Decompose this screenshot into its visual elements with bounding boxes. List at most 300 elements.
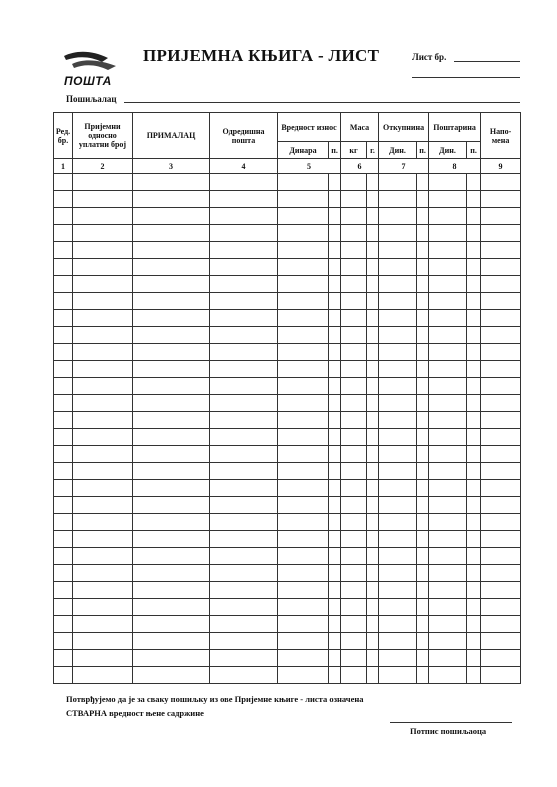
- table-cell[interactable]: [329, 378, 341, 395]
- table-cell[interactable]: [481, 276, 521, 293]
- table-cell[interactable]: [210, 565, 278, 582]
- table-cell[interactable]: [210, 616, 278, 633]
- table-cell[interactable]: [329, 429, 341, 446]
- table-cell[interactable]: [417, 327, 429, 344]
- table-cell[interactable]: [379, 446, 417, 463]
- table-cell[interactable]: [481, 582, 521, 599]
- table-cell[interactable]: [73, 650, 133, 667]
- table-cell[interactable]: [278, 259, 329, 276]
- table-cell[interactable]: [367, 310, 379, 327]
- table-cell[interactable]: [133, 174, 210, 191]
- table-cell[interactable]: [54, 276, 73, 293]
- table-cell[interactable]: [210, 412, 278, 429]
- table-cell[interactable]: [379, 531, 417, 548]
- table-cell[interactable]: [367, 361, 379, 378]
- table-cell[interactable]: [341, 293, 367, 310]
- table-cell[interactable]: [367, 463, 379, 480]
- table-cell[interactable]: [54, 616, 73, 633]
- table-cell[interactable]: [341, 548, 367, 565]
- table-cell[interactable]: [429, 412, 467, 429]
- table-cell[interactable]: [367, 259, 379, 276]
- table-cell[interactable]: [54, 293, 73, 310]
- table-cell[interactable]: [278, 599, 329, 616]
- table-cell[interactable]: [379, 225, 417, 242]
- table-cell[interactable]: [341, 225, 367, 242]
- table-cell[interactable]: [329, 599, 341, 616]
- table-cell[interactable]: [329, 310, 341, 327]
- table-cell[interactable]: [329, 361, 341, 378]
- table-cell[interactable]: [278, 514, 329, 531]
- table-cell[interactable]: [210, 225, 278, 242]
- table-cell[interactable]: [73, 276, 133, 293]
- table-cell[interactable]: [73, 463, 133, 480]
- table-cell[interactable]: [417, 667, 429, 684]
- table-cell[interactable]: [329, 208, 341, 225]
- table-cell[interactable]: [379, 429, 417, 446]
- table-cell[interactable]: [210, 259, 278, 276]
- table-cell[interactable]: [467, 208, 481, 225]
- table-cell[interactable]: [54, 633, 73, 650]
- table-cell[interactable]: [379, 327, 417, 344]
- table-cell[interactable]: [481, 191, 521, 208]
- table-cell[interactable]: [417, 412, 429, 429]
- table-cell[interactable]: [133, 378, 210, 395]
- table-cell[interactable]: [481, 412, 521, 429]
- table-cell[interactable]: [73, 480, 133, 497]
- table-cell[interactable]: [210, 497, 278, 514]
- table-cell[interactable]: [467, 276, 481, 293]
- table-cell[interactable]: [341, 565, 367, 582]
- table-cell[interactable]: [467, 412, 481, 429]
- table-cell[interactable]: [417, 599, 429, 616]
- table-cell[interactable]: [417, 361, 429, 378]
- table-cell[interactable]: [73, 633, 133, 650]
- table-cell[interactable]: [73, 429, 133, 446]
- table-cell[interactable]: [133, 497, 210, 514]
- table-cell[interactable]: [429, 446, 467, 463]
- table-cell[interactable]: [467, 225, 481, 242]
- table-cell[interactable]: [133, 548, 210, 565]
- table-cell[interactable]: [73, 293, 133, 310]
- table-cell[interactable]: [467, 259, 481, 276]
- table-cell[interactable]: [278, 293, 329, 310]
- table-cell[interactable]: [429, 276, 467, 293]
- table-cell[interactable]: [278, 497, 329, 514]
- table-cell[interactable]: [278, 531, 329, 548]
- table-cell[interactable]: [210, 633, 278, 650]
- table-cell[interactable]: [429, 242, 467, 259]
- table-cell[interactable]: [341, 480, 367, 497]
- table-cell[interactable]: [341, 310, 367, 327]
- table-cell[interactable]: [467, 497, 481, 514]
- table-cell[interactable]: [341, 650, 367, 667]
- table-cell[interactable]: [467, 548, 481, 565]
- table-cell[interactable]: [417, 480, 429, 497]
- table-cell[interactable]: [429, 259, 467, 276]
- table-cell[interactable]: [73, 412, 133, 429]
- table-cell[interactable]: [379, 259, 417, 276]
- table-cell[interactable]: [54, 344, 73, 361]
- table-cell[interactable]: [54, 429, 73, 446]
- table-cell[interactable]: [341, 446, 367, 463]
- table-cell[interactable]: [429, 463, 467, 480]
- table-cell[interactable]: [210, 514, 278, 531]
- table-cell[interactable]: [133, 429, 210, 446]
- table-cell[interactable]: [54, 463, 73, 480]
- table-cell[interactable]: [379, 548, 417, 565]
- table-cell[interactable]: [417, 633, 429, 650]
- table-cell[interactable]: [341, 582, 367, 599]
- table-cell[interactable]: [54, 327, 73, 344]
- table-cell[interactable]: [367, 667, 379, 684]
- table-cell[interactable]: [73, 174, 133, 191]
- table-cell[interactable]: [329, 242, 341, 259]
- table-cell[interactable]: [481, 514, 521, 531]
- table-cell[interactable]: [481, 650, 521, 667]
- table-cell[interactable]: [429, 565, 467, 582]
- table-cell[interactable]: [429, 599, 467, 616]
- table-cell[interactable]: [133, 531, 210, 548]
- table-cell[interactable]: [379, 514, 417, 531]
- table-cell[interactable]: [379, 395, 417, 412]
- table-cell[interactable]: [329, 174, 341, 191]
- table-cell[interactable]: [429, 514, 467, 531]
- table-cell[interactable]: [133, 327, 210, 344]
- table-cell[interactable]: [481, 633, 521, 650]
- table-cell[interactable]: [481, 446, 521, 463]
- table-cell[interactable]: [278, 582, 329, 599]
- table-cell[interactable]: [54, 548, 73, 565]
- table-cell[interactable]: [379, 599, 417, 616]
- sheet-number-field[interactable]: [454, 61, 520, 62]
- table-cell[interactable]: [417, 310, 429, 327]
- table-cell[interactable]: [210, 293, 278, 310]
- table-cell[interactable]: [481, 361, 521, 378]
- table-cell[interactable]: [210, 599, 278, 616]
- table-cell[interactable]: [278, 395, 329, 412]
- table-cell[interactable]: [278, 412, 329, 429]
- table-cell[interactable]: [210, 480, 278, 497]
- table-cell[interactable]: [367, 191, 379, 208]
- table-cell[interactable]: [379, 276, 417, 293]
- table-cell[interactable]: [481, 429, 521, 446]
- table-cell[interactable]: [73, 191, 133, 208]
- table-cell[interactable]: [341, 327, 367, 344]
- table-cell[interactable]: [329, 412, 341, 429]
- table-cell[interactable]: [481, 463, 521, 480]
- table-cell[interactable]: [210, 463, 278, 480]
- table-cell[interactable]: [367, 565, 379, 582]
- table-cell[interactable]: [467, 514, 481, 531]
- table-cell[interactable]: [73, 344, 133, 361]
- table-cell[interactable]: [133, 633, 210, 650]
- table-cell[interactable]: [379, 463, 417, 480]
- table-cell[interactable]: [278, 276, 329, 293]
- table-cell[interactable]: [367, 650, 379, 667]
- table-cell[interactable]: [341, 259, 367, 276]
- table-cell[interactable]: [329, 514, 341, 531]
- table-cell[interactable]: [73, 361, 133, 378]
- table-cell[interactable]: [54, 225, 73, 242]
- table-cell[interactable]: [54, 412, 73, 429]
- table-cell[interactable]: [73, 582, 133, 599]
- table-cell[interactable]: [467, 310, 481, 327]
- table-cell[interactable]: [379, 293, 417, 310]
- table-cell[interactable]: [367, 633, 379, 650]
- table-cell[interactable]: [133, 344, 210, 361]
- table-cell[interactable]: [417, 208, 429, 225]
- table-cell[interactable]: [417, 259, 429, 276]
- table-cell[interactable]: [417, 514, 429, 531]
- table-cell[interactable]: [54, 208, 73, 225]
- table-cell[interactable]: [133, 395, 210, 412]
- table-cell[interactable]: [379, 208, 417, 225]
- table-cell[interactable]: [329, 327, 341, 344]
- table-cell[interactable]: [429, 225, 467, 242]
- table-cell[interactable]: [54, 174, 73, 191]
- table-cell[interactable]: [481, 378, 521, 395]
- table-cell[interactable]: [73, 446, 133, 463]
- table-cell[interactable]: [429, 310, 467, 327]
- sender-field[interactable]: [124, 102, 520, 103]
- table-cell[interactable]: [367, 412, 379, 429]
- table-cell[interactable]: [133, 225, 210, 242]
- table-cell[interactable]: [367, 225, 379, 242]
- table-cell[interactable]: [429, 344, 467, 361]
- table-cell[interactable]: [481, 480, 521, 497]
- table-cell[interactable]: [341, 208, 367, 225]
- table-cell[interactable]: [367, 497, 379, 514]
- table-cell[interactable]: [467, 582, 481, 599]
- table-cell[interactable]: [278, 378, 329, 395]
- table-cell[interactable]: [341, 361, 367, 378]
- table-cell[interactable]: [417, 565, 429, 582]
- table-cell[interactable]: [210, 208, 278, 225]
- table-cell[interactable]: [133, 242, 210, 259]
- table-cell[interactable]: [210, 361, 278, 378]
- table-cell[interactable]: [278, 208, 329, 225]
- table-cell[interactable]: [367, 616, 379, 633]
- table-cell[interactable]: [467, 616, 481, 633]
- table-cell[interactable]: [417, 582, 429, 599]
- table-cell[interactable]: [429, 480, 467, 497]
- table-cell[interactable]: [379, 497, 417, 514]
- table-cell[interactable]: [429, 174, 467, 191]
- sheet-extra-field[interactable]: [412, 77, 520, 78]
- table-cell[interactable]: [429, 616, 467, 633]
- table-cell[interactable]: [133, 293, 210, 310]
- table-cell[interactable]: [481, 208, 521, 225]
- table-cell[interactable]: [467, 429, 481, 446]
- table-cell[interactable]: [329, 259, 341, 276]
- table-cell[interactable]: [54, 667, 73, 684]
- table-cell[interactable]: [341, 633, 367, 650]
- table-cell[interactable]: [329, 582, 341, 599]
- table-cell[interactable]: [329, 616, 341, 633]
- table-cell[interactable]: [429, 531, 467, 548]
- table-cell[interactable]: [379, 616, 417, 633]
- table-cell[interactable]: [481, 174, 521, 191]
- table-cell[interactable]: [329, 276, 341, 293]
- table-cell[interactable]: [429, 650, 467, 667]
- table-cell[interactable]: [210, 327, 278, 344]
- table-cell[interactable]: [417, 616, 429, 633]
- table-cell[interactable]: [429, 497, 467, 514]
- table-cell[interactable]: [379, 191, 417, 208]
- table-cell[interactable]: [341, 344, 367, 361]
- table-cell[interactable]: [278, 548, 329, 565]
- table-cell[interactable]: [210, 378, 278, 395]
- table-cell[interactable]: [73, 531, 133, 548]
- table-cell[interactable]: [367, 514, 379, 531]
- table-cell[interactable]: [329, 191, 341, 208]
- table-cell[interactable]: [73, 242, 133, 259]
- table-cell[interactable]: [54, 650, 73, 667]
- table-cell[interactable]: [73, 327, 133, 344]
- table-cell[interactable]: [278, 633, 329, 650]
- table-cell[interactable]: [329, 667, 341, 684]
- table-cell[interactable]: [481, 497, 521, 514]
- table-cell[interactable]: [467, 378, 481, 395]
- table-cell[interactable]: [341, 616, 367, 633]
- table-cell[interactable]: [481, 548, 521, 565]
- table-cell[interactable]: [379, 310, 417, 327]
- table-cell[interactable]: [341, 412, 367, 429]
- table-cell[interactable]: [54, 378, 73, 395]
- table-cell[interactable]: [481, 327, 521, 344]
- table-cell[interactable]: [367, 208, 379, 225]
- table-cell[interactable]: [341, 276, 367, 293]
- table-cell[interactable]: [467, 599, 481, 616]
- table-cell[interactable]: [133, 616, 210, 633]
- table-cell[interactable]: [278, 310, 329, 327]
- table-cell[interactable]: [329, 548, 341, 565]
- table-cell[interactable]: [429, 293, 467, 310]
- table-cell[interactable]: [367, 480, 379, 497]
- table-cell[interactable]: [278, 191, 329, 208]
- table-cell[interactable]: [417, 446, 429, 463]
- table-cell[interactable]: [278, 242, 329, 259]
- table-cell[interactable]: [133, 310, 210, 327]
- table-cell[interactable]: [133, 191, 210, 208]
- table-cell[interactable]: [367, 395, 379, 412]
- table-cell[interactable]: [73, 395, 133, 412]
- table-cell[interactable]: [341, 531, 367, 548]
- table-cell[interactable]: [467, 395, 481, 412]
- table-cell[interactable]: [467, 242, 481, 259]
- table-cell[interactable]: [73, 565, 133, 582]
- table-cell[interactable]: [278, 225, 329, 242]
- table-cell[interactable]: [278, 429, 329, 446]
- table-cell[interactable]: [329, 480, 341, 497]
- table-cell[interactable]: [54, 242, 73, 259]
- table-cell[interactable]: [379, 344, 417, 361]
- table-cell[interactable]: [467, 191, 481, 208]
- table-cell[interactable]: [133, 412, 210, 429]
- table-cell[interactable]: [54, 361, 73, 378]
- table-cell[interactable]: [73, 599, 133, 616]
- table-cell[interactable]: [429, 327, 467, 344]
- table-cell[interactable]: [379, 480, 417, 497]
- table-cell[interactable]: [73, 514, 133, 531]
- table-cell[interactable]: [467, 361, 481, 378]
- table-cell[interactable]: [278, 344, 329, 361]
- table-cell[interactable]: [429, 191, 467, 208]
- table-cell[interactable]: [467, 174, 481, 191]
- table-cell[interactable]: [481, 667, 521, 684]
- table-cell[interactable]: [210, 191, 278, 208]
- table-cell[interactable]: [367, 548, 379, 565]
- table-cell[interactable]: [73, 310, 133, 327]
- table-cell[interactable]: [367, 446, 379, 463]
- table-cell[interactable]: [210, 531, 278, 548]
- table-cell[interactable]: [210, 310, 278, 327]
- table-cell[interactable]: [379, 565, 417, 582]
- table-cell[interactable]: [54, 599, 73, 616]
- table-cell[interactable]: [379, 633, 417, 650]
- table-cell[interactable]: [367, 582, 379, 599]
- table-cell[interactable]: [341, 599, 367, 616]
- table-cell[interactable]: [467, 650, 481, 667]
- table-cell[interactable]: [481, 293, 521, 310]
- table-cell[interactable]: [73, 259, 133, 276]
- table-cell[interactable]: [367, 599, 379, 616]
- table-cell[interactable]: [367, 531, 379, 548]
- table-cell[interactable]: [417, 395, 429, 412]
- table-cell[interactable]: [467, 463, 481, 480]
- table-cell[interactable]: [379, 242, 417, 259]
- table-cell[interactable]: [481, 344, 521, 361]
- table-cell[interactable]: [467, 633, 481, 650]
- table-cell[interactable]: [133, 667, 210, 684]
- table-cell[interactable]: [329, 497, 341, 514]
- table-cell[interactable]: [367, 293, 379, 310]
- table-cell[interactable]: [210, 446, 278, 463]
- table-cell[interactable]: [341, 242, 367, 259]
- table-cell[interactable]: [329, 650, 341, 667]
- table-cell[interactable]: [341, 497, 367, 514]
- table-cell[interactable]: [341, 378, 367, 395]
- table-cell[interactable]: [54, 565, 73, 582]
- table-cell[interactable]: [429, 429, 467, 446]
- table-cell[interactable]: [133, 565, 210, 582]
- table-cell[interactable]: [73, 548, 133, 565]
- table-cell[interactable]: [429, 667, 467, 684]
- table-cell[interactable]: [54, 310, 73, 327]
- table-cell[interactable]: [133, 361, 210, 378]
- table-cell[interactable]: [417, 276, 429, 293]
- table-cell[interactable]: [278, 463, 329, 480]
- table-cell[interactable]: [73, 208, 133, 225]
- table-cell[interactable]: [341, 463, 367, 480]
- table-cell[interactable]: [54, 259, 73, 276]
- table-cell[interactable]: [367, 429, 379, 446]
- table-cell[interactable]: [417, 293, 429, 310]
- table-cell[interactable]: [329, 531, 341, 548]
- table-cell[interactable]: [341, 429, 367, 446]
- table-cell[interactable]: [417, 429, 429, 446]
- table-cell[interactable]: [54, 531, 73, 548]
- table-cell[interactable]: [278, 650, 329, 667]
- table-cell[interactable]: [481, 565, 521, 582]
- table-cell[interactable]: [429, 633, 467, 650]
- signature-field[interactable]: [390, 722, 512, 723]
- table-cell[interactable]: [133, 446, 210, 463]
- table-cell[interactable]: [73, 616, 133, 633]
- table-cell[interactable]: [278, 327, 329, 344]
- table-cell[interactable]: [278, 667, 329, 684]
- table-cell[interactable]: [341, 395, 367, 412]
